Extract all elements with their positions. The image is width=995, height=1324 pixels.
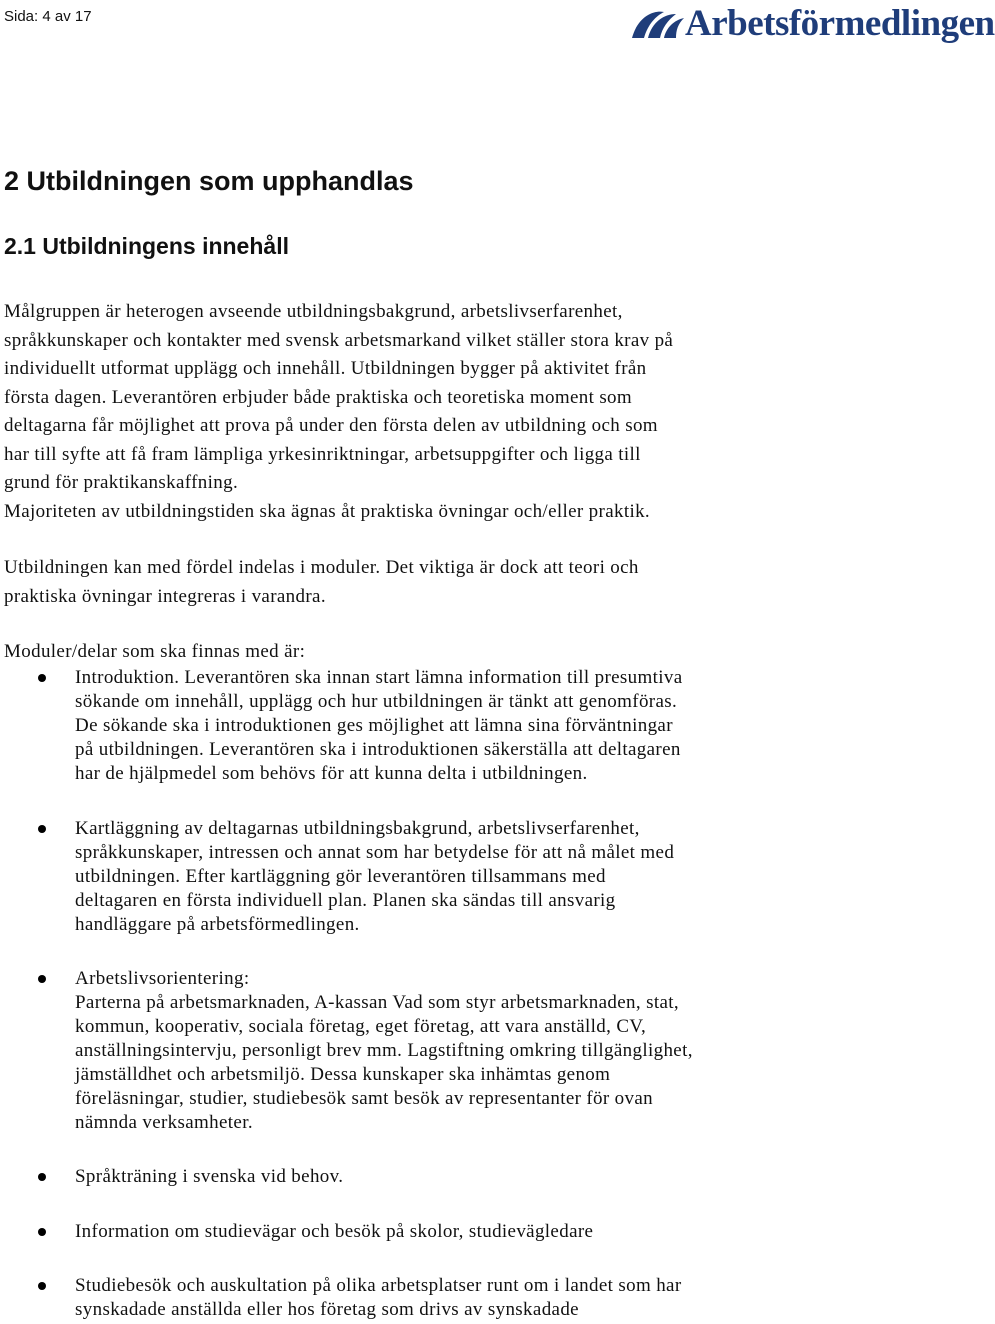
- bullet-dot: [38, 1228, 46, 1236]
- text-line: har de hjälpmedel som behövs för att kunna delta i utbildningen.: [75, 763, 588, 784]
- text-line: individuellt utformat upplägg och innehåll. Utbildningen bygger på aktivitet från: [4, 358, 647, 379]
- text-line: utbildningen. Efter kartläggning gör leverantören tillsammans med: [75, 866, 606, 887]
- text-line: Moduler/delar som ska finnas med är:: [4, 641, 306, 662]
- text-line: på utbildningen. Leverantören ska i introduktionen säkerställa att deltagaren: [75, 739, 681, 760]
- text-line: synskadade anställda eller hos företag som drivs av synskadade: [75, 1299, 579, 1320]
- text-line: Introduktion. Leverantören ska innan start lämna information till presumtiva: [75, 667, 683, 688]
- arbetsformedlingen-logo: [630, 2, 995, 50]
- text-line: Majoriteten av utbildningstiden ska ägnas åt praktiska övningar och/eller praktik.: [4, 500, 651, 522]
- page-number: Sida: 4 av 17: [4, 8, 92, 25]
- bullet-item-study-paths: [75, 1220, 935, 1244]
- text-line: Kartläggning av deltagarnas utbildningsbakgrund, arbetslivserfarenhet,: [75, 818, 640, 839]
- logo-wordmark: Arbetsförmedlingen: [685, 3, 995, 44]
- text-line: har till syfte att få fram lämpliga yrkesinriktningar, arbetsuppgifter och ligga till: [4, 443, 641, 465]
- text-line: Information om studievägar och besök på skolor, studievägledare: [75, 1221, 594, 1242]
- text-line: språkkunskaper och kontakter med svensk arbetsmarkand vilket ställer stora krav på: [4, 329, 674, 351]
- text-line: anställningsintervju, personligt brev mm. Lagstiftning omkring tillgänglighet,: [75, 1040, 693, 1061]
- bullet-item-language: [75, 1165, 935, 1189]
- section-heading: 2 Utbildningen som upphandlas: [4, 166, 414, 196]
- bullet-dot: [38, 825, 46, 833]
- text-line: föreläsningar, studier, studiebesök samt besök av representanter för ovan: [75, 1088, 654, 1109]
- bullet-item-introduction: [75, 666, 935, 786]
- text-line: kommun, kooperativ, sociala företag, eget företag, att vara anställd, CV,: [75, 1016, 647, 1037]
- bullet-item-work-orientation: [75, 967, 935, 1135]
- modules-intro: [4, 638, 884, 667]
- text-line: Utbildningen kan med fördel indelas i moduler. Det viktiga är dock att teori och: [4, 557, 639, 578]
- bullet-dot: [38, 975, 46, 983]
- text-line: Målgruppen är heterogen avseende utbildningsbakgrund, arbetslivserfarenhet,: [4, 301, 623, 322]
- bullet-dot: [38, 1173, 46, 1181]
- text-line: nämnda verksamheter.: [75, 1112, 253, 1133]
- bullet-dot: [38, 674, 46, 682]
- text-line: första dagen. Leverantören erbjuder både praktiska och teoretiska moment som: [4, 386, 633, 408]
- text-line: praktiska övningar integreras i varandra.: [4, 585, 326, 607]
- subsection-heading: 2.1 Utbildningens innehåll: [4, 233, 289, 259]
- text-line: jämställdhet och arbetsmiljö. Dessa kunskaper ska inhämtas genom: [75, 1064, 611, 1085]
- text-line: Språkträning i svenska vid behov.: [75, 1166, 344, 1187]
- text-line: Parterna på arbetsmarknaden, A-kassan Vad som styr arbetsmarknaden, stat,: [75, 992, 679, 1013]
- text-line: De sökande ska i introduktionen ges möjlighet att lämna sina förväntningar: [75, 715, 673, 736]
- text-line: grund för praktikanskaffning.: [4, 472, 239, 493]
- text-line: handläggare på arbetsförmedlingen.: [75, 914, 360, 935]
- text-line: sökande om innehåll, upplägg och hur utbildningen är tänkt att genomföras.: [75, 691, 678, 712]
- bullet-dot: [38, 1282, 46, 1290]
- logo-mark-icon: [630, 8, 686, 42]
- text-line: Arbetslivsorientering:: [75, 968, 250, 989]
- intro-paragraph: [4, 298, 884, 526]
- text-line: deltagaren en första individuell plan. Planen ska sändas till ansvarig: [75, 890, 616, 911]
- text-line: Studiebesök och auskultation på olika arbetsplatser runt om i landet som har: [75, 1275, 682, 1296]
- bullet-item-mapping: [75, 817, 935, 937]
- text-line: språkkunskaper, intressen och annat som har betydelse för att nå målet med: [75, 842, 675, 863]
- text-line: deltagarna får möjlighet att prova på under den första delen av utbildning och som: [4, 415, 658, 436]
- modules-paragraph: [4, 554, 884, 611]
- bullet-item-study-visits: [75, 1274, 935, 1322]
